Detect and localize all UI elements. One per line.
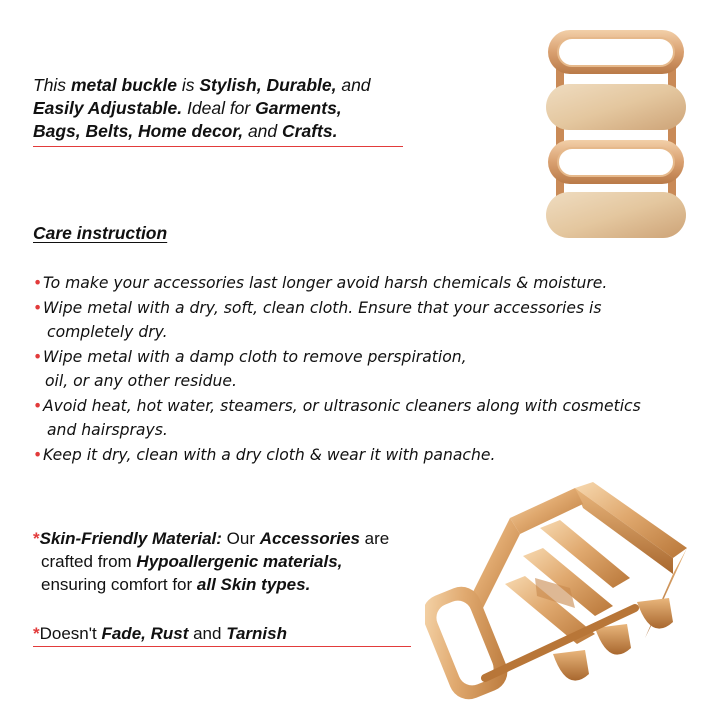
list-item: • Wipe metal with a dry, soft, clean cloth. Ensure that your accessories is completely dry. (33, 296, 683, 345)
bullet: • (33, 347, 43, 366)
bullet: • (33, 445, 43, 464)
no-fade-line: *Doesn't Fade, Rust and Tarnish (33, 624, 287, 643)
care-instruction-list (33, 271, 683, 467)
intro-line-2: Easily Adjustable. Ideal for Garments, (33, 98, 342, 118)
list-item: • Avoid heat, hot water, steamers, or ultrasonic cleaners along with cosmetics and hairsprays. (33, 394, 683, 443)
gold-buckle-image (425, 478, 700, 708)
bullet: • (33, 298, 43, 317)
skin-friendly-paragraph (33, 527, 433, 596)
bullet: • (33, 274, 43, 292)
list-item: • Wipe metal with a damp cloth to remove perspiration, oil, or any other residue. (33, 345, 683, 394)
list-item: • Keep it dry, clean with a dry cloth & wear it with panache. (33, 443, 683, 468)
skin-line-3: ensuring comfort for all Skin types. (41, 575, 311, 594)
intro-divider (33, 146, 403, 147)
intro-paragraph (33, 74, 413, 143)
care-instruction-title: Care instruction (33, 223, 168, 243)
buckle-stack-image (540, 22, 700, 244)
skin-line-1: *Skin-Friendly Material: Our Accessories are (33, 529, 390, 548)
bottom-divider (33, 646, 411, 647)
skin-line-2: crafted from Hypoallergenic materials, (41, 552, 343, 571)
intro-line-1: This metal buckle is Stylish, Durable, and (33, 75, 371, 95)
bullet: • (33, 396, 43, 415)
list-item: • To make your accessories last longer avoid harsh chemicals & moisture. (33, 271, 683, 296)
intro-line-3: Bags, Belts, Home decor, and Crafts. (33, 121, 338, 141)
